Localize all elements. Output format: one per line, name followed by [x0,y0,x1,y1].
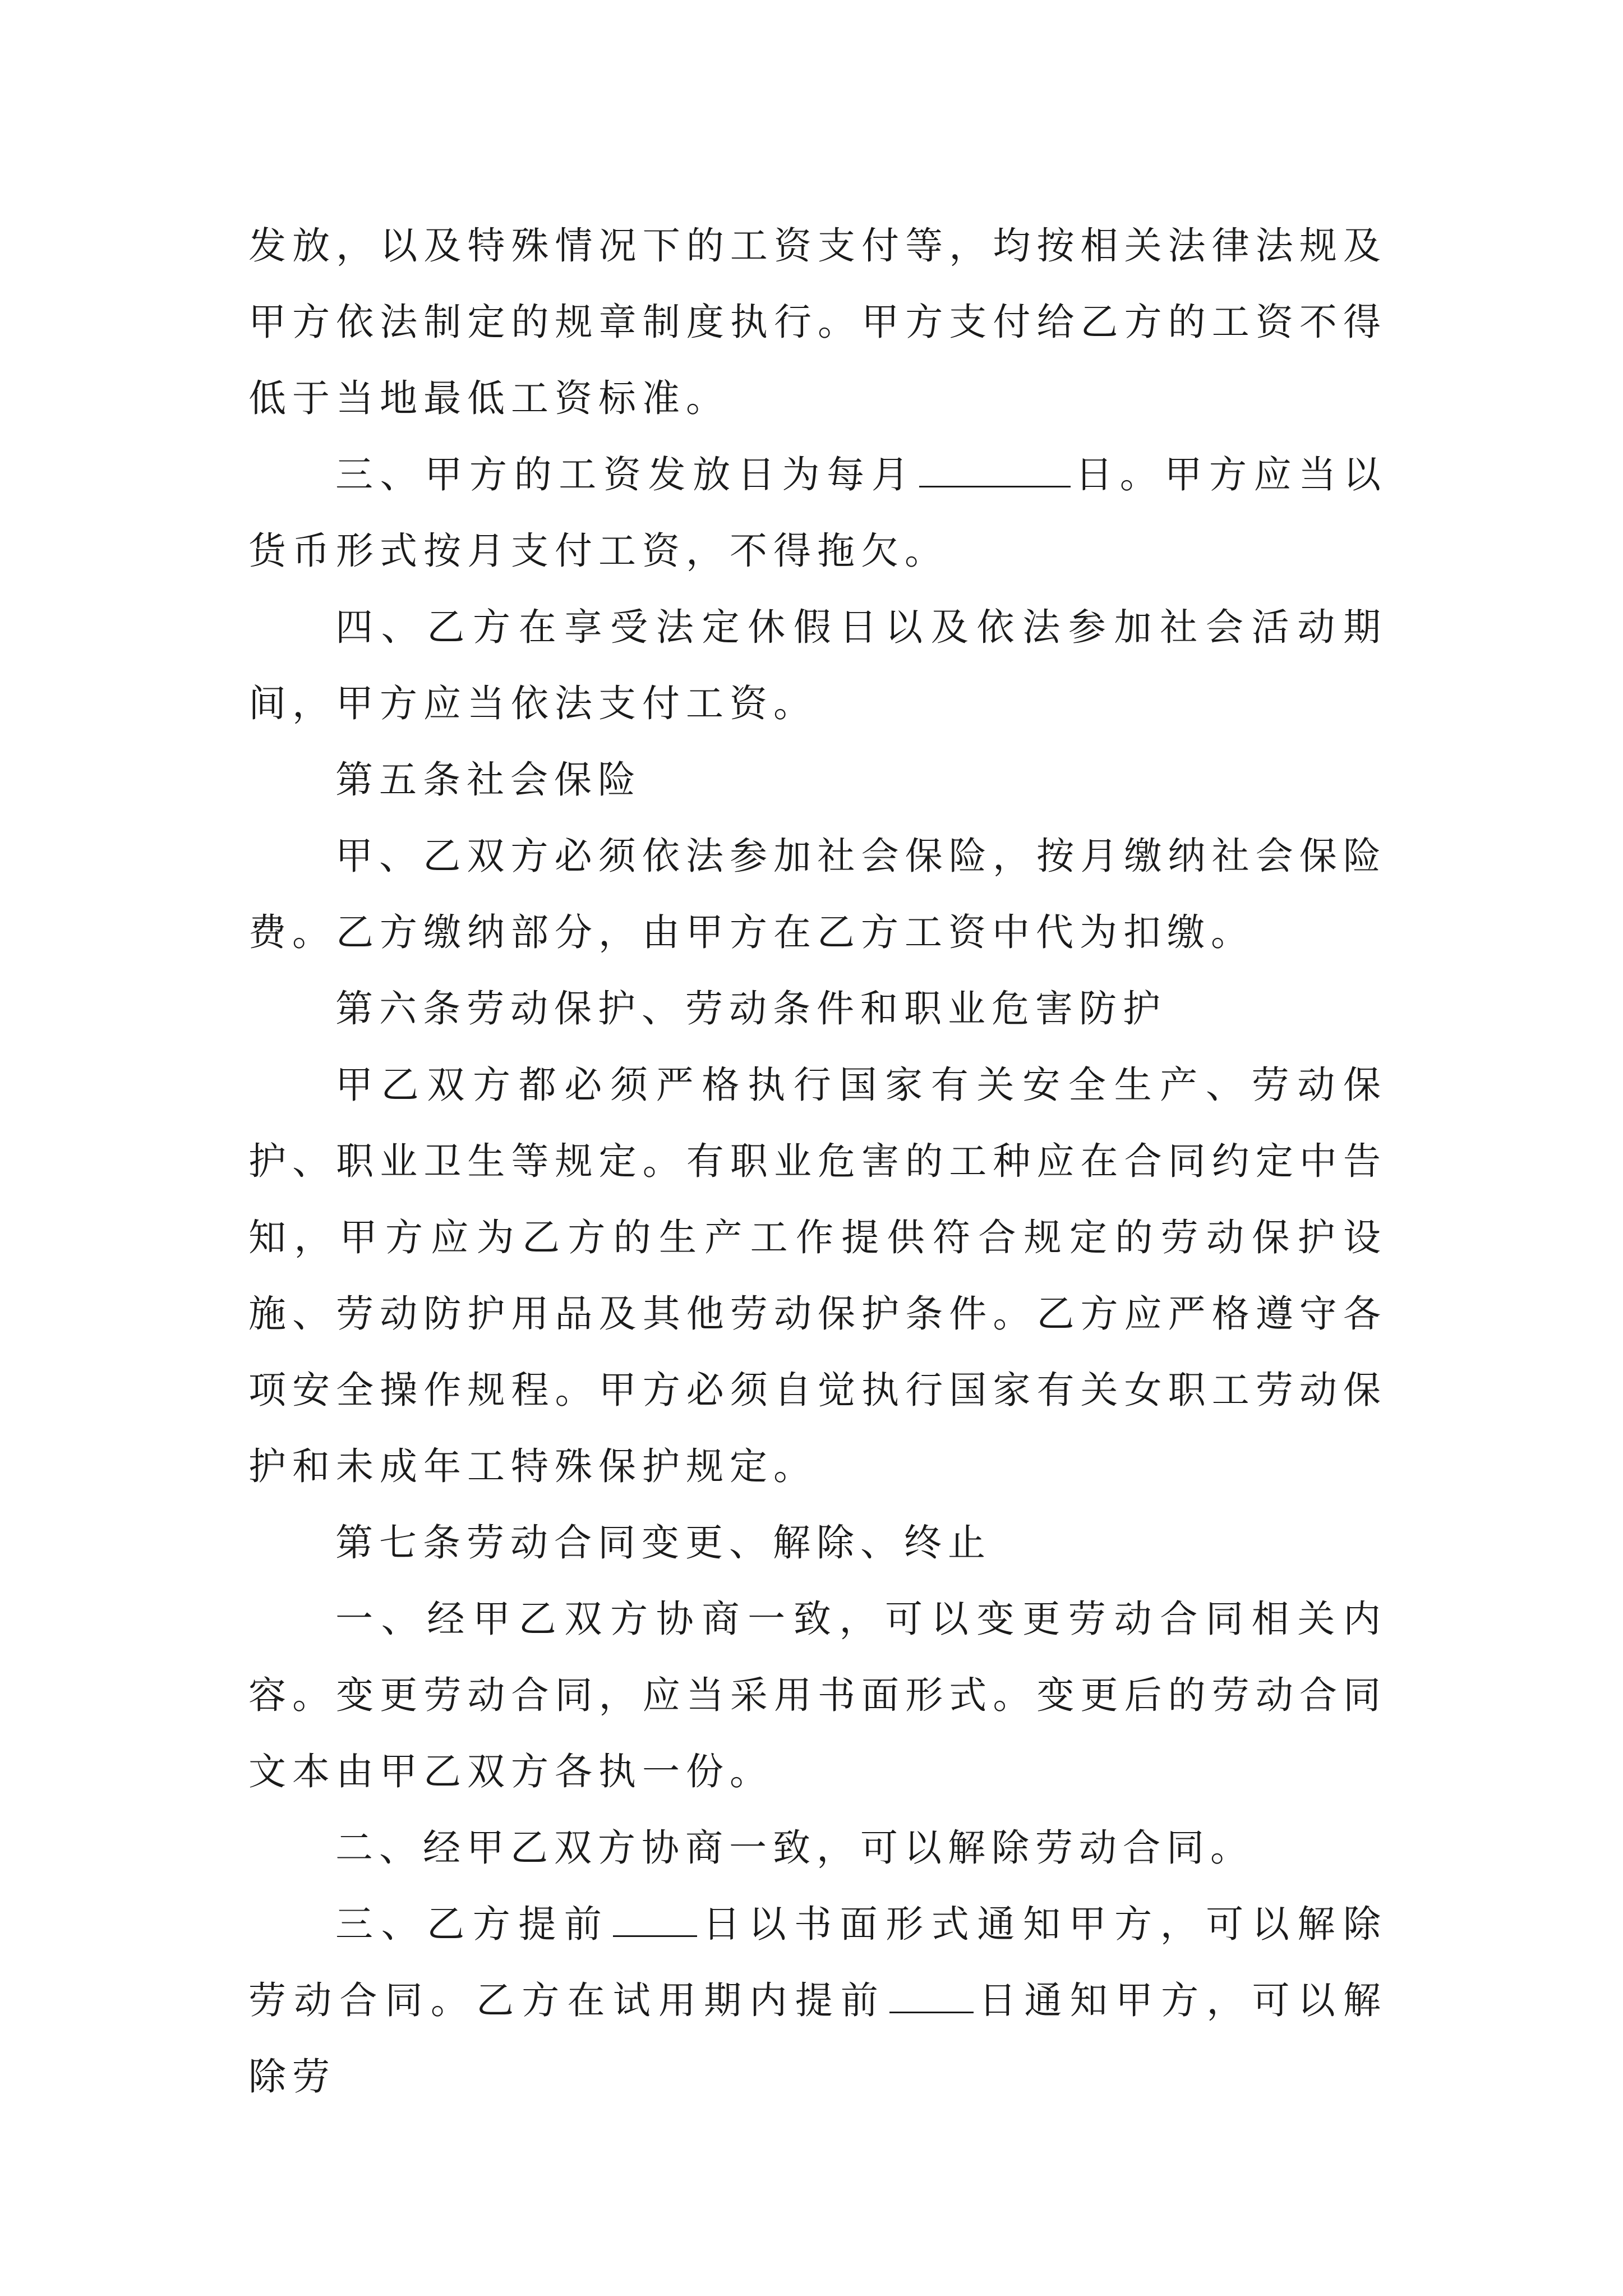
paragraph-contract-change [248,1581,1387,1810]
paragraph-social-insurance [248,818,1387,970]
paragraph-text: 四、乙方在享受法定休假日以及依法参加社会活动期间，甲方应当依法支付工资。 [248,605,1387,725]
paragraph-text: 甲、乙双方必须依法参加社会保险，按月缴纳社会保险费。乙方缴纳部分，由甲方在乙方工资中代为扣缴。 [248,834,1387,954]
heading-text: 第五条社会保险 [335,758,642,802]
paragraph-text: 三、乙方提前 [335,1902,610,1946]
heading-article-5 [248,742,1387,818]
heading-text: 第七条劳动合同变更、解除、终止 [335,1521,992,1565]
paragraph-text: 日通知甲方，可以解除劳 [248,1978,1387,2099]
paragraph-text: 三、甲方的工资发放日为每月 [335,453,916,496]
payday-blank [919,451,1071,487]
heading-text: 第六条劳动保护、劳动条件和职业危害防护 [335,987,1166,1030]
paragraph-mutual-termination [248,1810,1387,1886]
paragraph-text: 日以书面形式通知甲方，可以解除劳动合同。乙方在试用期内提前 [248,1902,1387,2022]
paragraph-labor-protection [248,1047,1387,1504]
paragraph-notice-termination [248,1886,1387,2115]
document-body [248,208,1387,2115]
paragraph-payday [248,436,1387,589]
paragraph-holiday-pay [248,589,1387,742]
notice-days-blank [613,1901,697,1937]
heading-article-7 [248,1504,1387,1581]
paragraph-text: 甲乙双方都必须严格执行国家有关安全生产、劳动保护、职业卫生等规定。有职业危害的工种应在合同约定中告知，甲方应为乙方的生产工作提供符合规定的劳动保护设施、劳动防护用品及其他劳动保护条件。乙方应严格遵守各项安全操作规程。甲方必须自觉执行国家有关女职工劳动保护和未成年工特殊保护规定。 [248,1063,1387,1488]
paragraph-wage-rules [248,208,1387,436]
paragraph-text: 一、经甲乙双方协商一致，可以变更劳动合同相关内容。变更劳动合同，应当采用书面形式。变更后的劳动合同文本由甲乙双方各执一份。 [248,1597,1387,1793]
probation-notice-days-blank [889,1977,974,2013]
heading-article-6 [248,970,1387,1047]
paragraph-text: 日。甲方应当以货币形式按月支付工资，不得拖欠。 [248,453,1387,573]
paragraph-text: 发放，以及特殊情况下的工资支付等，均按相关法律法规及甲方依法制定的规章制度执行。甲方支付给乙方的工资不得低于当地最低工资标准。 [248,224,1387,420]
paragraph-text: 二、经甲乙双方协商一致，可以解除劳动合同。 [335,1826,1254,1870]
